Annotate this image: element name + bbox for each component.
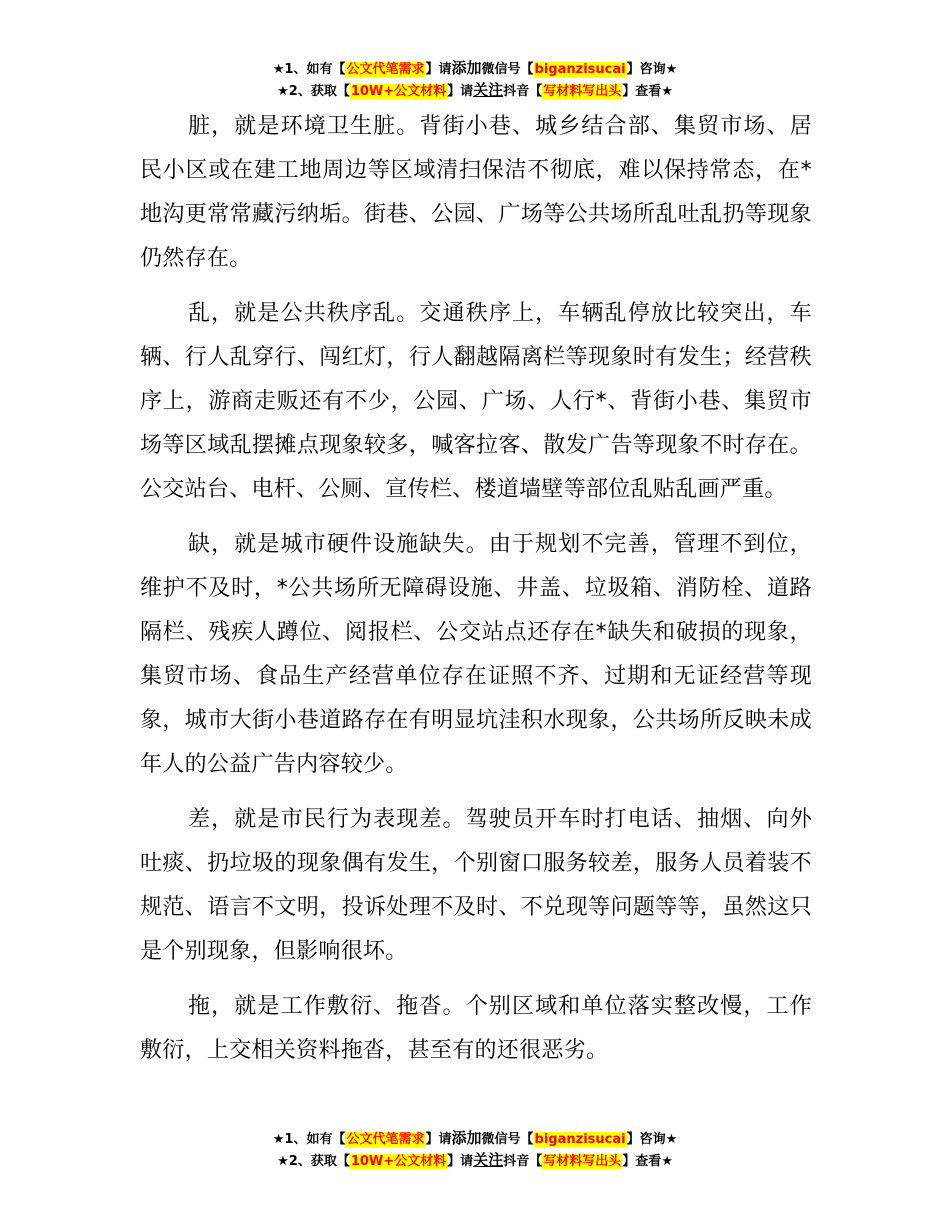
highlight-douyin-id: 写材料写出头 [543,1154,622,1169]
document-body [140,105,812,1084]
banner-text: 】咨询★ [626,1132,678,1147]
banner-text: 抖音【 [503,1154,543,1169]
banner-text: ★1、如有【 [272,1132,346,1147]
banner-text: 】查看★ [622,84,673,99]
banner-text: 】请 [447,84,474,99]
banner-text: 】查看★ [622,1154,673,1169]
banner-text: 】请 [425,1132,452,1147]
banner-text: 】请 [447,1154,474,1169]
banner-emphasis: 添加 [451,1129,482,1147]
banner-text: ★2、获取【 [277,84,350,99]
banner-text: 微信号【 [481,1132,534,1147]
banner-text: 】咨询★ [626,62,678,77]
highlight-materials: 10W+公文材料 [350,84,447,99]
paragraph-dirty: 脏，就是环境卫生脏。背街小巷、城乡结合部、集贸市场、居民小区或在建工地周边等区域清扫保洁不彻底，难以保持常态，在*地沟更常常藏污纳垢。街巷、公园、广场等公共场所乱吐乱扔等现象仍然存在。 [140,114,812,271]
highlight-materials: 10W+公文材料 [350,1154,447,1169]
footer-banner [0,1128,950,1172]
highlight-service: 公文代笔需求 [346,62,425,77]
highlight-douyin-id: 写材料写出头 [543,84,622,99]
highlight-wechat-id: biganzisucai [534,62,626,77]
banner-emphasis: 关注 [473,1151,504,1169]
banner-line-1 [0,58,950,80]
paragraph-lack: 缺，就是城市硬件设施缺失。由于规划不完善，管理不到位，维护不及时，*公共场所无障碍设施、井盖、垃圾箱、消防栓、道路隔栏、残疾人蹲位、阅报栏、公交站点还存在*缺失和破损的现象，集贸市场、食品生产经营单位存在证照不齐、过期和无证经营等现象，城市大街小巷道路存在有明显坑洼积水现象，公共场所反映未成年人的公益广告内容较少。 [140,532,812,777]
banner-text: 】请 [425,62,452,77]
banner-text: 抖音【 [503,84,543,99]
header-banner [0,58,950,102]
paragraph-disorder: 乱，就是公共秩序乱。交通秩序上，车辆乱停放比较突出，车辆、行人乱穿行、闯红灯，行人翻越隔离栏等现象时有发生；经营秩序上，游商走贩还有不少，公园、广场、人行*、背街小巷、集贸市场等区域乱摆摊点现象较多，喊客拉客、散发广告等现象不时存在。公交站台、电杆、公厕、宣传栏、楼道墙壁等部位乱贴乱画严重。 [140,301,812,502]
banner-emphasis: 关注 [473,81,504,99]
banner-emphasis: 添加 [451,59,482,77]
highlight-wechat-id: biganzisucai [534,1132,626,1147]
banner-text: 微信号【 [481,62,534,77]
paragraph-delay: 拖，就是工作敷衍、拖沓。个别区域和单位落实整改慢，工作敷衍，上交相关资料拖沓，甚至有的还很恶劣。 [140,994,812,1063]
paragraph-poor-behavior: 差，就是市民行为表现差。驾驶员开车时打电话、抽烟、向外吐痰、扔垃圾的现象偶有发生，个别窗口服务较差，服务人员着装不规范、语言不文明，投诉处理不及时、不兑现等问题等等，虽然这只是个别现象，但影响很坏。 [140,807,812,964]
banner-line-2 [0,1150,950,1172]
banner-line-2 [0,80,950,102]
banner-line-1 [0,1128,950,1150]
banner-text: ★2、获取【 [277,1154,350,1169]
banner-text: ★1、如有【 [272,62,346,77]
highlight-service: 公文代笔需求 [346,1132,425,1147]
